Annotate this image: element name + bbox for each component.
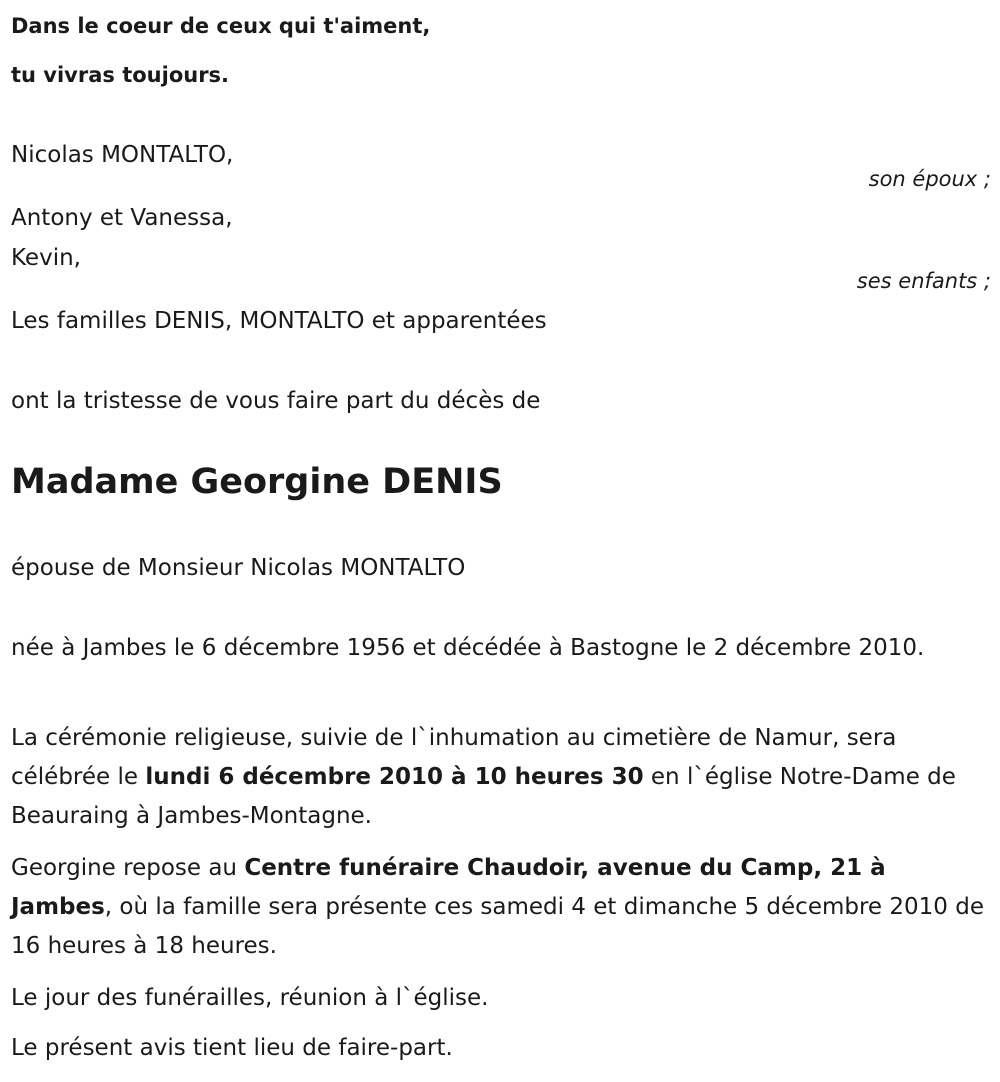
repose-place: Centre funéraire Chaudoir, avenue du Camp, 21 à Jambes (11, 855, 886, 920)
epitaph-line-1: Dans le coeur de ceux qui t'aiment, (11, 14, 431, 38)
birth-death-paragraph: née à Jambes le 6 décembre 1956 et décédée à Bastogne le 2 décembre 2010. (11, 635, 925, 661)
ceremony-outro: en l`église Notre-Dame de Beauraing à Jambes-Montagne. (11, 764, 956, 829)
notice-line: Le présent avis tient lieu de faire-part. (11, 1035, 453, 1061)
child-name-1: Antony et Vanessa, (11, 205, 233, 231)
repose-paragraph (11, 849, 991, 966)
child-name-2: Kevin, (11, 245, 81, 271)
spouse-line: épouse de Monsieur Nicolas MONTALTO (11, 555, 466, 581)
epitaph-line-2: tu vivras toujours. (11, 63, 230, 87)
husband-role: son époux ; (868, 167, 991, 191)
husband-name: Nicolas MONTALTO, (11, 142, 234, 168)
funeral-day-line: Le jour des funérailles, réunion à l`église. (11, 985, 489, 1011)
deceased-name: Madame Georgine DENIS (11, 462, 503, 502)
repose-intro: Georgine repose au (11, 855, 245, 881)
ceremony-paragraph (11, 719, 991, 836)
obituary-notice (11, 0, 991, 1082)
announcement-line: ont la tristesse de vous faire part du décès de (11, 388, 541, 414)
ceremony-date-time: lundi 6 décembre 2010 à 10 heures 30 (145, 764, 644, 790)
ceremony-intro: La cérémonie religieuse, suivie de l`inhumation au cimetière de Namur, sera célébrée le (11, 725, 897, 790)
families-line: Les familles DENIS, MONTALTO et apparentées (11, 308, 547, 334)
children-role: ses enfants ; (856, 269, 991, 293)
repose-outro: , où la famille sera présente ces samedi 4 et dimanche 5 décembre 2010 de 16 heures à 18 heures. (11, 894, 984, 959)
